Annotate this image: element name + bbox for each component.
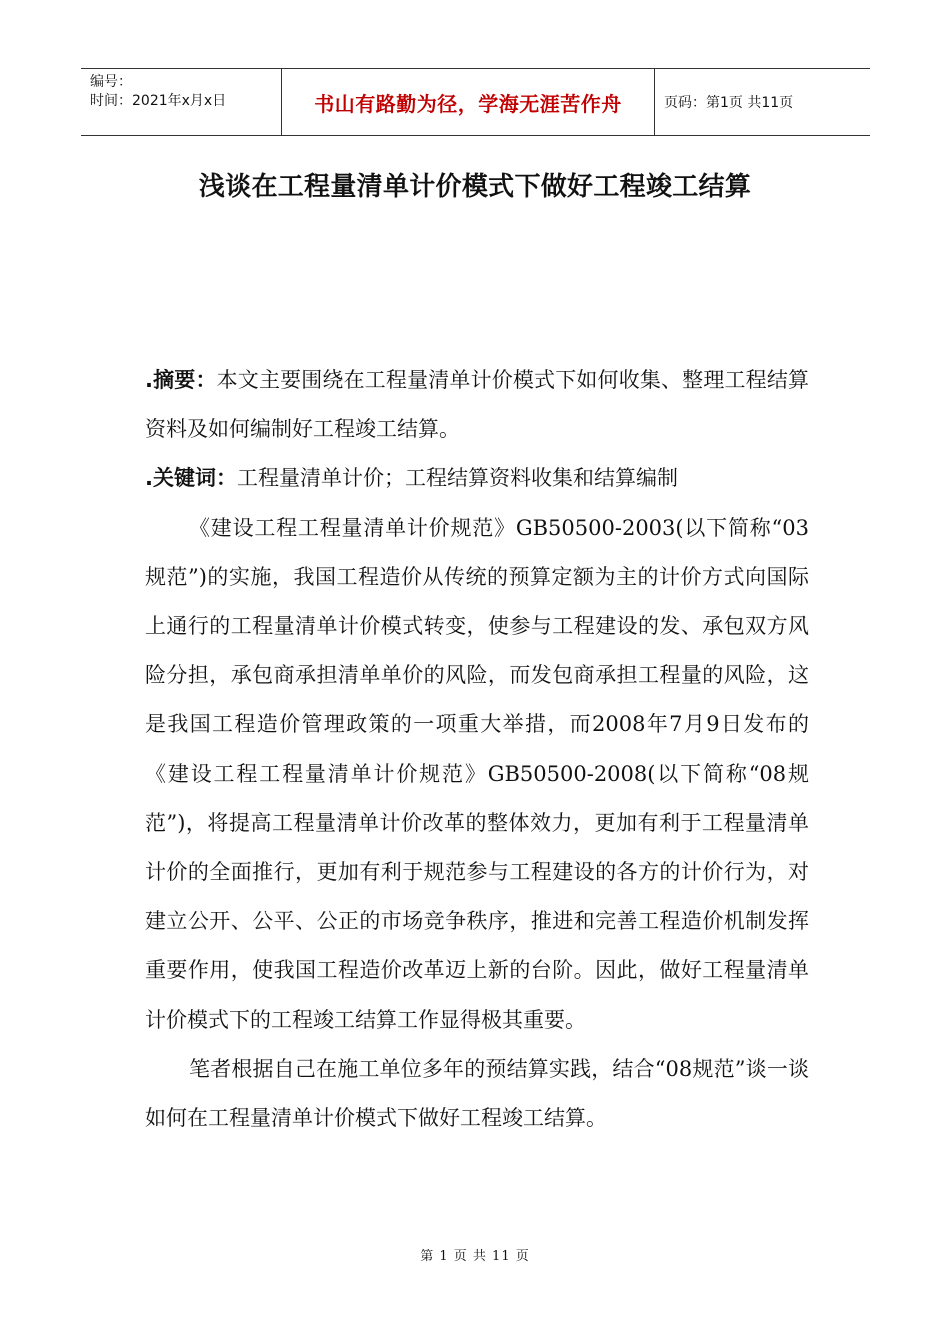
header-meta-cell	[81, 69, 282, 135]
keywords-paragraph	[145, 454, 809, 503]
document-body	[145, 356, 809, 1143]
header-page-cell	[655, 69, 870, 135]
page-footer: 第 1 页 共 11 页	[420, 1249, 530, 1264]
header-motto: 书山有路勤为径，学海无涯苦作舟	[314, 91, 622, 116]
abstract-label: .摘要：	[145, 368, 217, 392]
abstract-paragraph	[145, 356, 809, 454]
body-paragraph-2: 笔者根据自己在施工单位多年的预结算实践，结合“08规范”谈一谈如何在工程量清单计价模式下做好工程竣工结算。	[145, 1056, 809, 1131]
document-title: 浅谈在工程量清单计价模式下做好工程竣工结算	[198, 172, 752, 202]
document-date-label: 时间：2021年x月x日	[90, 93, 227, 109]
header-page-info: 页码：第1页 共11页	[664, 95, 794, 111]
abstract-text: 本文主要围绕在工程量清单计价模式下如何收集、整理工程结算资料及如何编制好工程竣工结算。	[145, 368, 809, 442]
keywords-label: .关键词：	[145, 466, 237, 491]
header-table	[81, 68, 870, 136]
header-motto-cell	[282, 69, 655, 135]
keywords-text: 工程量清单计价；工程结算资料收集和结算编制	[236, 466, 678, 491]
document-code-label: 编号：	[90, 74, 132, 90]
body-paragraph-1: 《建设工程工程量清单计价规范》GB50500-2003(以下简称“03规范”)的实施，我国工程造价从传统的预算定额为主的计价方式向国际上通行的工程量清单计价模式转变，使参与工程建设的发、承包双方风险分担，承包商承担清单单价的风险，而发包商承担工程量的风险，这是我国工程造价管理政策的一项重大举措，而2008年7月9日发布的《建设工程工程量清单计价规范》GB50500-2008(以下简称“08规范”)，将提高工程量清单计价改革的整体效力，更加有利于工程量清单计价的全面推行，更加有利于规范参与工程建设的各方的计价行为，对建立公开、公平、公正的市场竞争秩序，推进和完善工程造价机制发挥重要作用，使我国工程造价改革迈上新的台阶。因此，做好工程量清单计价模式下的工程竣工结算工作显得极其重要。	[145, 515, 809, 1032]
